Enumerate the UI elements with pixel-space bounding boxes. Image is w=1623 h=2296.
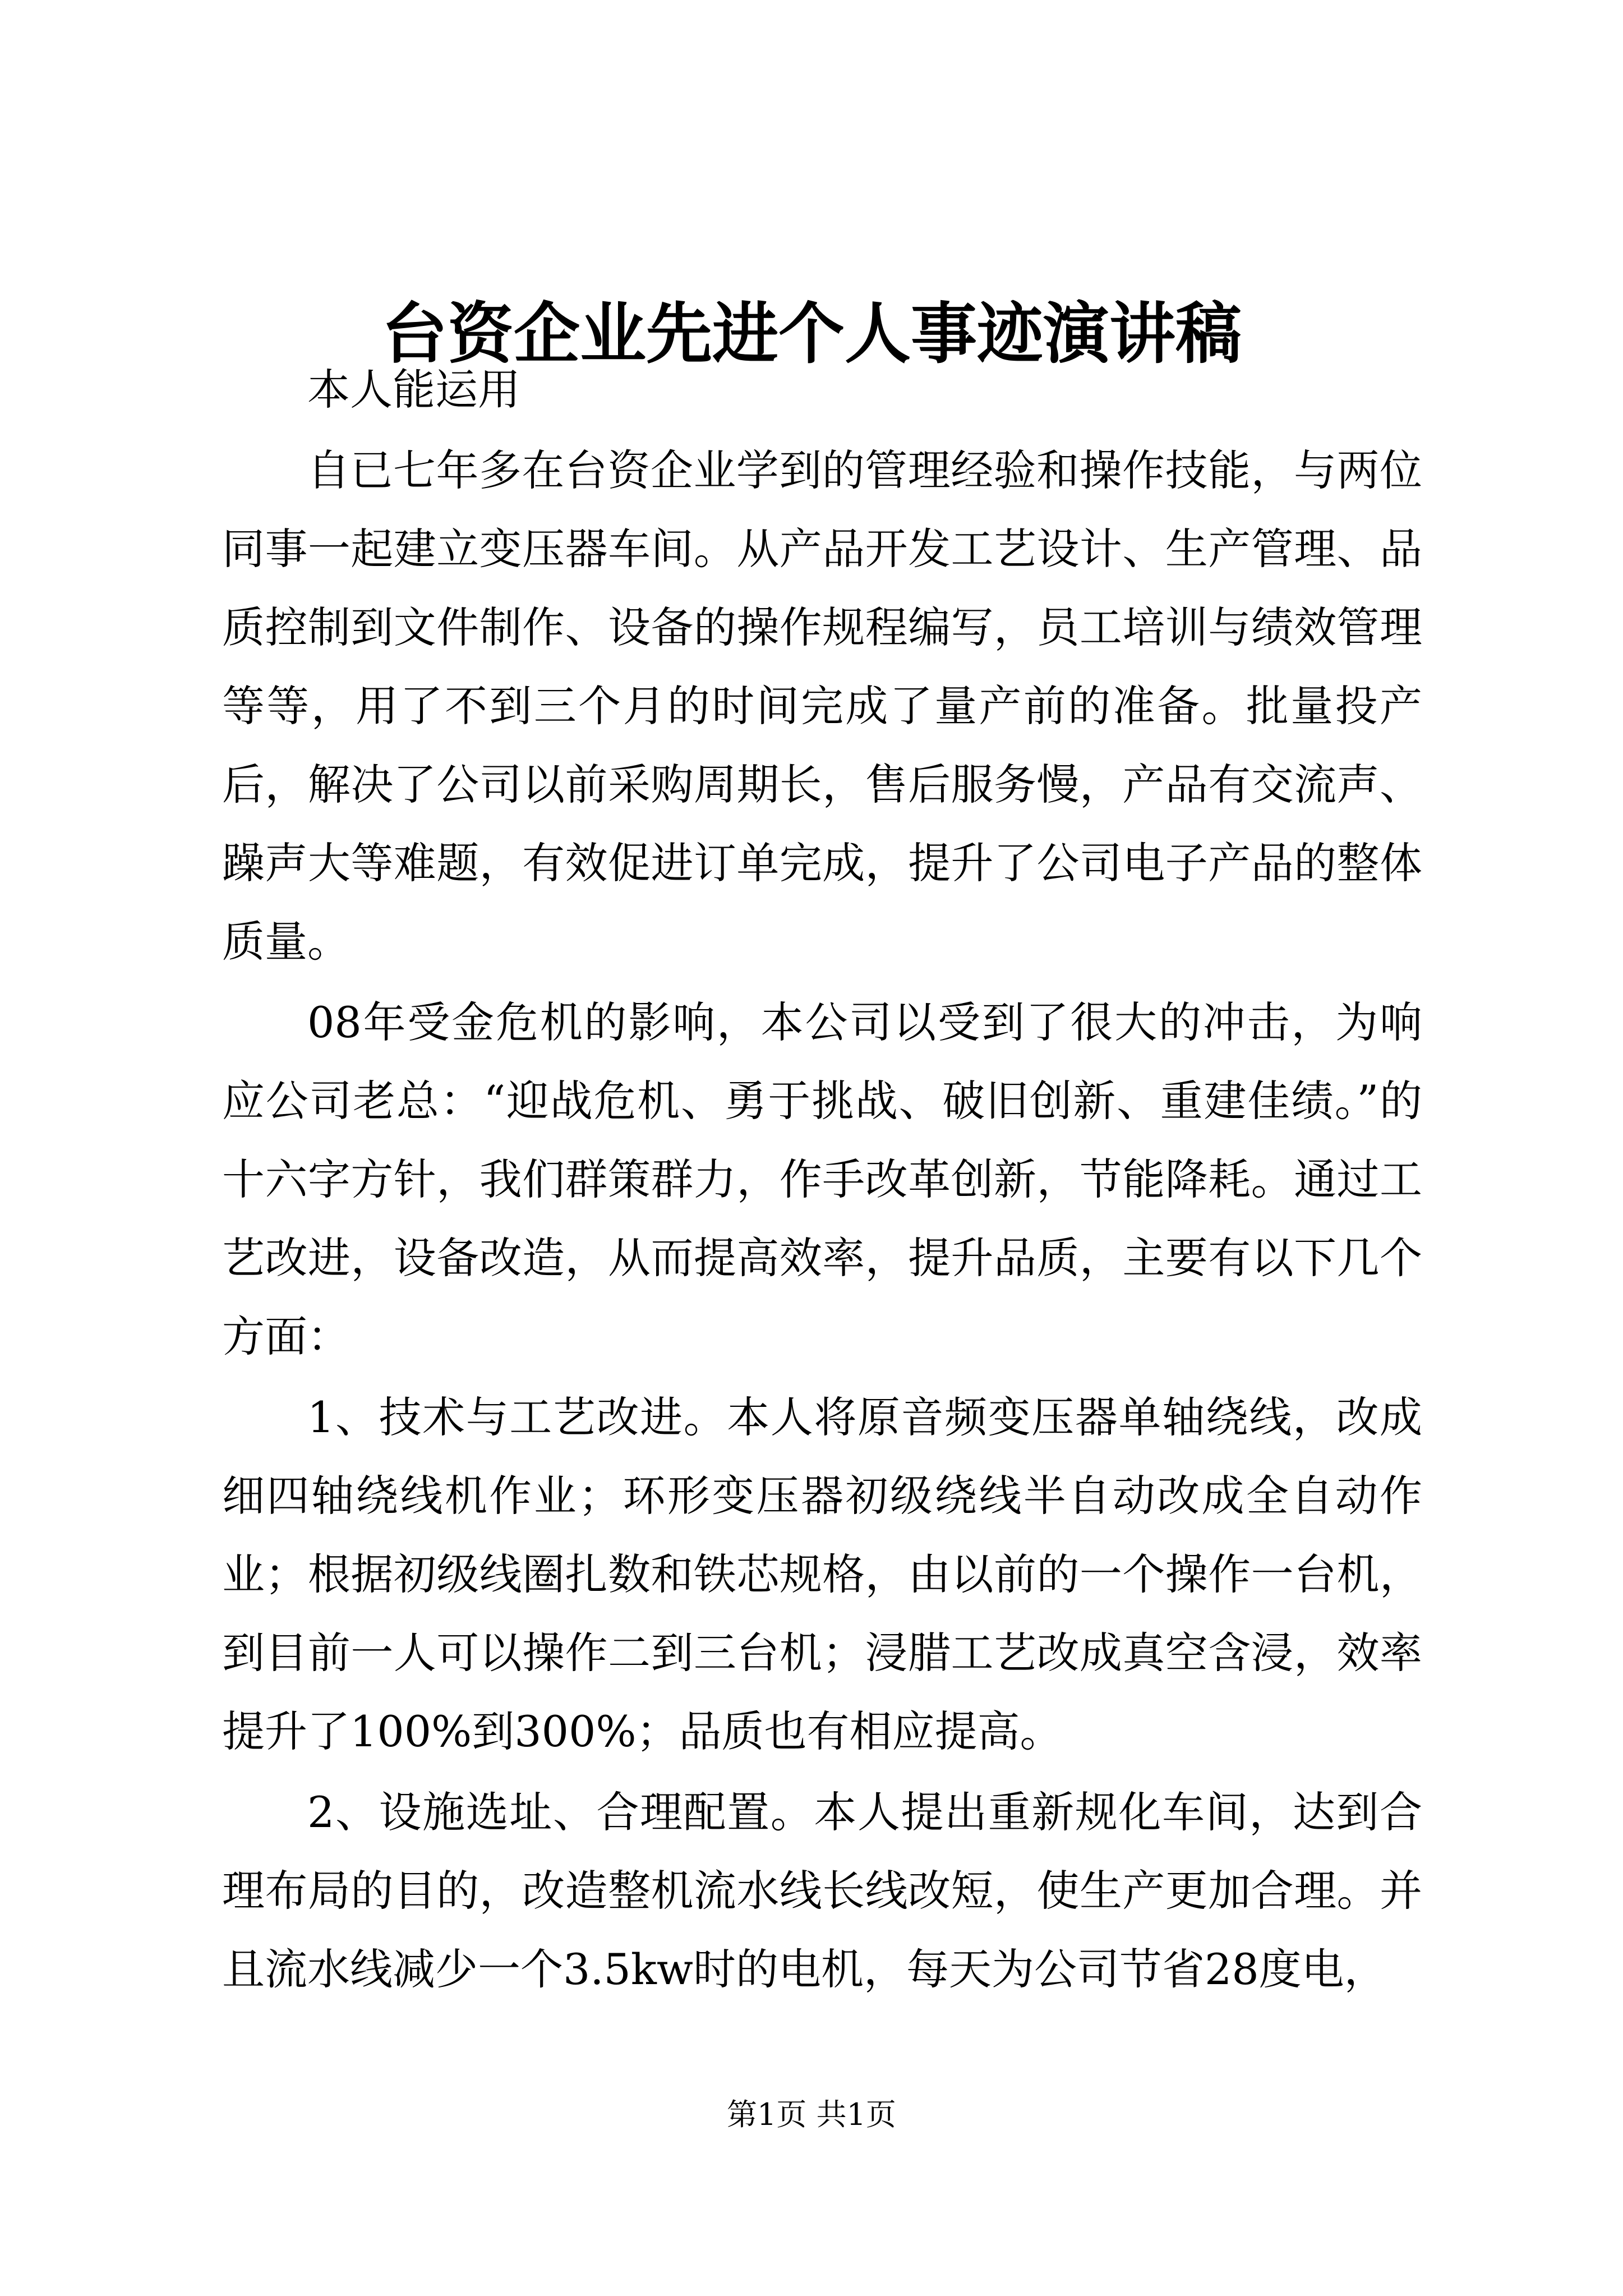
page-footer: 第1页 共1页 [727,2097,896,2132]
document-body [222,351,1422,2009]
paragraph-experience: 自已七年多在台资企业学到的管理经验和操作技能，与两位同事一起建立变压器车间。从产品开发工艺设计、生产管理、品质控制到文件制作、设备的操作规程编写，员工培训与绩效管理等等，用了不到三个月的时间完成了量产前的准备。批量投产后，解决了公司以前采购周期长，售后服务慢，产品有交流声、躁声大等难题，有效促进订单完成，提升了公司电子产品的整体质量。 [222,445,1422,967]
paragraph-technical-improvement: 1、技术与工艺改进。本人将原音频变压器单轴绕线，改成细四轴绕线机作业；环形变压器初级绕线半自动改成全自动作业；根据初级线圈扎数和铁芯规格，由以前的一个操作一台机，到目前一人可以操作二到三台机；浸腊工艺改成真空含浸，效率提升了100%到300%；品质也有相应提高。 [222,1392,1422,1756]
paragraph-intro: 本人能运用 [307,365,520,415]
paragraph-facility-layout: 2、设施选址、合理配置。本人提出重新规化车间，达到合理布局的目的，改造整机流水线长线改短，使生产更加合理。并且流水线减少一个3.5kw时的电机，每天为公司节省28度电， [222,1787,1422,1994]
page-title: 台资企业先进个人事迹演讲稿 [381,295,1242,372]
paragraph-crisis-response: 08年受金危机的影响，本公司以受到了很大的冲击，为响应公司老总：“迎战危机、勇于挑战、破旧创新、重建佳绩。”的十六字方针，我们群策群力，作手改革创新，节能降耗。通过工艺改进，设备改造，从而提高效率，提升品质，主要有以下几个方面： [222,997,1422,1361]
